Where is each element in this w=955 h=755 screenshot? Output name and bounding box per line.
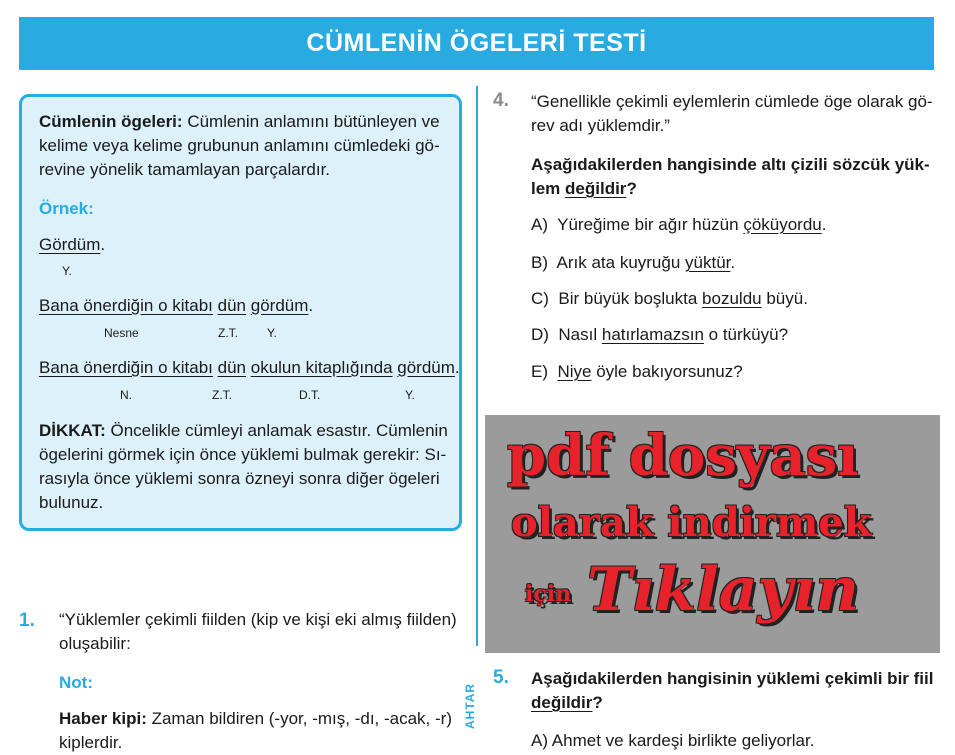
page-title: CÜMLENİN ÖGELERİ TESTİ (306, 29, 647, 57)
underlined-phrase: Bana önerdiğin o kitabı (39, 296, 213, 315)
underlined-word: yüktür (685, 253, 731, 272)
definition-line: kelime veya kelime grubunun anlamını cümledeki gö- (39, 136, 440, 155)
stem-text: lem (531, 179, 561, 198)
option-text: . (821, 215, 827, 234)
underlined-phrase: dün (217, 296, 247, 315)
banner-line: pdf dosyası (507, 423, 859, 489)
definition-term: Cümlenin ögeleri: (39, 112, 183, 131)
example-heading: Örnek: (39, 199, 94, 218)
element-label: Z.T. (218, 326, 238, 340)
question-stem (531, 177, 637, 201)
answer-option-b[interactable] (531, 251, 735, 275)
underlined-phrase: Bana önerdiğin o kitabı (39, 358, 213, 377)
underlined-phrase: gördüm (250, 296, 309, 315)
element-label: N. (120, 388, 132, 402)
punctuation: ? (592, 693, 603, 712)
underlined-phrase: gördüm (397, 358, 455, 377)
element-label: Y. (267, 326, 277, 340)
element-label: Y. (62, 264, 72, 278)
header-banner (19, 17, 934, 70)
question-text: “Yüklemler çekimli fiilden (kip ve kişi eki almış fiilden) (59, 610, 457, 629)
note-term: Haber kipi: (59, 709, 147, 728)
punctuation: . (100, 235, 106, 254)
answer-option-a[interactable] (531, 213, 826, 237)
punctuation: . (308, 296, 314, 315)
note-term: DİKKAT: (39, 421, 106, 440)
definition-text: Cümlenin anlamını bütünleyen ve (187, 112, 440, 131)
question-stem: Aşağıdakilerden hangisinde altı çizili sözcük yük- (531, 155, 930, 174)
note-text: Öncelikle cümleyi anlamak esastır. Cümlenin (110, 421, 448, 440)
underlined-word: Niye (557, 362, 592, 381)
answer-option-e[interactable] (531, 360, 743, 384)
element-label: Z.T. (212, 388, 232, 402)
example-3 (39, 356, 460, 380)
side-tab: AHTAR (463, 682, 477, 729)
note-line: rasıyla önce yüklemi sonra özneyi sonra diğer ögeleri (39, 469, 440, 488)
question-text: oluşabilir: (59, 634, 131, 653)
element-label: Y. (405, 388, 415, 402)
question-quote: “Genellikle çekimli eylemlerin cümlede öge olarak gö- (531, 92, 933, 111)
option-letter: E) (531, 362, 548, 381)
option-letter: C) (531, 289, 549, 308)
definition-line (39, 110, 440, 134)
note-line (39, 419, 448, 443)
question-number: 5. (493, 667, 509, 688)
question-number: 4. (493, 90, 509, 111)
option-text: Yüreğime bir ağır hüzün (557, 215, 739, 234)
answer-option-d[interactable] (531, 323, 788, 347)
option-text: büyü. (766, 289, 808, 308)
question-quote: rev adı yüklemdir.” (531, 116, 670, 135)
note-line: kiplerdir. (59, 733, 123, 752)
option-letter: D) (531, 325, 549, 344)
note-line (59, 707, 452, 731)
option-text: Nasıl (558, 325, 598, 344)
note-heading: Not: (59, 673, 93, 692)
option-text: Arık ata kuyruğu (556, 253, 681, 272)
question-number: 1. (19, 610, 35, 631)
punctuation: ? (626, 179, 637, 198)
option-text: o türküyü? (708, 325, 789, 344)
underlined-word: Gördüm (39, 235, 101, 254)
column-divider (476, 86, 478, 646)
element-label: D.T. (299, 388, 321, 402)
underlined-phrase: okulun kitaplığında (250, 358, 393, 377)
option-text: . (730, 253, 736, 272)
underlined-word: bozuldu (702, 289, 762, 308)
banner-line: için (525, 581, 572, 607)
example-2 (39, 294, 313, 318)
answer-option-a[interactable]: A) Ahmet ve kardeşi birlikte geliyorlar. (531, 731, 815, 750)
question-stem (531, 691, 603, 715)
underlined-word: hatırlamazsın (601, 325, 704, 344)
stem-emphasis: değildir (531, 693, 593, 712)
example-1 (39, 233, 105, 257)
note-text: Zaman bildiren (-yor, -mış, -dı, -acak, -r) (151, 709, 452, 728)
option-letter: A) (531, 215, 548, 234)
element-label: Nesne (104, 326, 139, 340)
question-stem: Aşağıdakilerden hangisinin yüklemi çekimli bir fiil (531, 669, 934, 688)
underlined-word: çöküyordu (743, 215, 822, 234)
punctuation: . (454, 358, 460, 377)
click-here-label: Tıklayın (587, 555, 859, 625)
answer-option-c[interactable] (531, 287, 808, 311)
definition-line: revine yönelik tamamlayan parçalardır. (39, 160, 331, 179)
note-line: bulunuz. (39, 493, 104, 512)
underlined-phrase: dün (217, 358, 247, 377)
option-letter: B) (531, 253, 548, 272)
stem-emphasis: değildir (565, 179, 627, 198)
banner-line: olarak indirmek (511, 499, 872, 546)
download-pdf-banner[interactable] (485, 415, 940, 653)
option-text: Bir büyük boşlukta (558, 289, 698, 308)
note-line: ögelerini görmek için önce yüklemi bulmak gerekir: Sı- (39, 445, 447, 464)
option-text: öyle bakıyorsunuz? (596, 362, 743, 381)
